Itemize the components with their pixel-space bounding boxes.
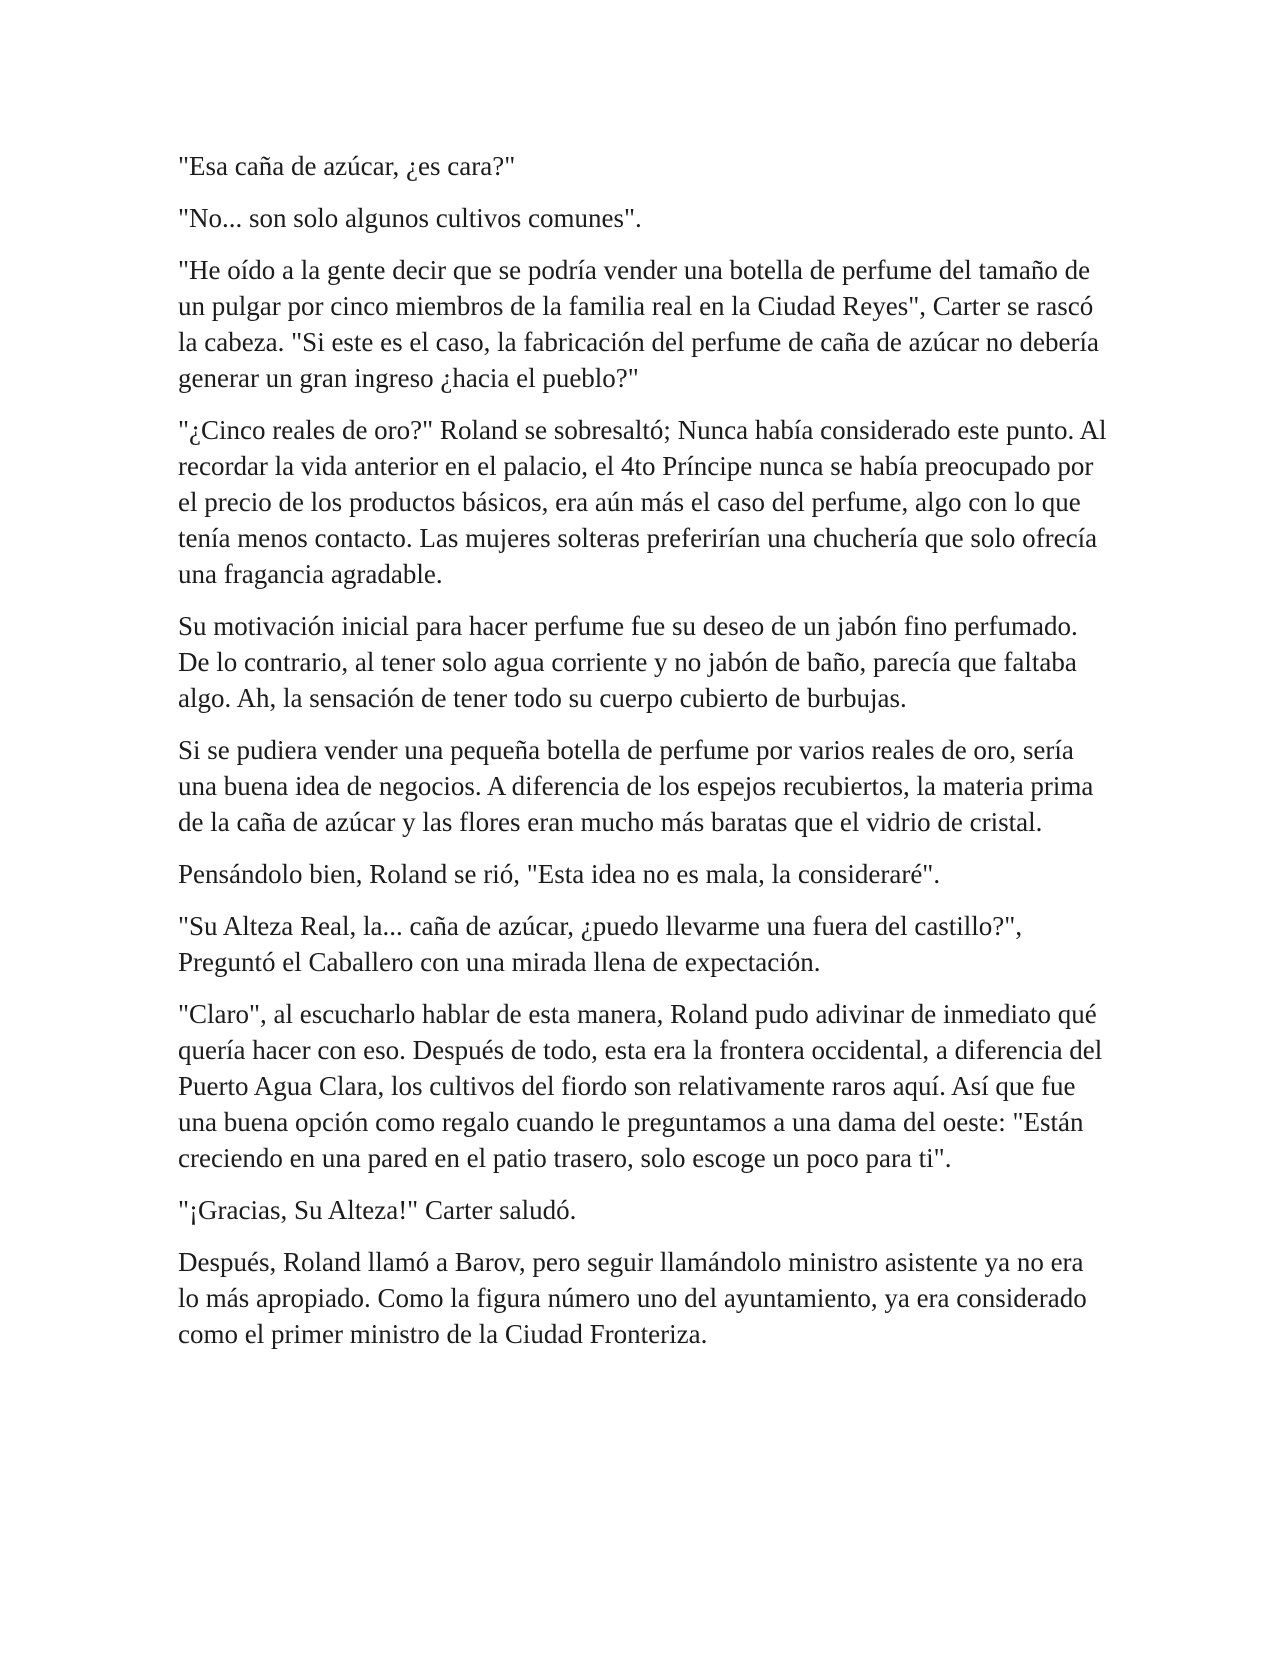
paragraph: "Claro", al escucharlo hablar de esta manera, Roland pudo adivinar de inmediato qué quería hacer con eso. Después de todo, esta era la frontera occidental, a diferencia del Puerto Agua Clara, los cultivos del fiordo son relativamente raros aquí. Así que fue una buena opción como regalo cuando le preguntamos a una dama del oeste: "Están creciendo en una pared en el patio trasero, solo escoge un poco para ti".	[178, 999, 1103, 1173]
paragraph: "He oído a la gente decir que se podría vender una botella de perfume del tamaño de un pulgar por cinco miembros de la familia real en la Ciudad Reyes", Carter se rascó la cabeza. "Si este es el caso, la fabricación del perfume de caña de azúcar no debería generar un gran ingreso ¿hacia el pueblo?"	[178, 255, 1100, 393]
paragraph: "¡Gracias, Su Alteza!" Carter saludó.	[178, 1195, 577, 1225]
paragraph: Pensándolo bien, Roland se rió, "Esta idea no es mala, la consideraré".	[178, 859, 941, 889]
paragraph: Si se pudiera vender una pequeña botella de perfume por varios reales de oro, sería una buena idea de negocios. A diferencia de los espejos recubiertos, la materia prima de la caña de azúcar y las flores eran mucho más baratas que el vidrio de cristal.	[178, 735, 1094, 837]
paragraph: Después, Roland llamó a Barov, pero seguir llamándolo ministro asistente ya no era lo más apropiado. Como la figura número uno del ayuntamiento, ya era considerado como el primer ministro de la Ciudad Fronteriza.	[178, 1247, 1087, 1349]
paragraph: Su motivación inicial para hacer perfume fue su deseo de un jabón fino perfumado. De lo contrario, al tener solo agua corriente y no jabón de baño, parecía que faltaba algo. Ah, la sensación de tener todo su cuerpo cubierto de burbujas.	[178, 611, 1078, 713]
document-body	[178, 148, 1108, 1368]
paragraph: "No... son solo algunos cultivos comunes".	[178, 203, 642, 233]
paragraph: "¿Cinco reales de oro?" Roland se sobresaltó; Nunca había considerado este punto. Al recordar la vida anterior en el palacio, el 4to Príncipe nunca se había preocupado por el precio de los productos básicos, era aún más el caso del perfume, algo con lo que tenía menos contacto. Las mujeres solteras preferirían una chuchería que solo ofrecía una fragancia agradable.	[178, 415, 1107, 589]
paragraph: "Su Alteza Real, la... caña de azúcar, ¿puedo llevarme una fuera del castillo?", Preguntó el Caballero con una mirada llena de expectación.	[178, 911, 1023, 977]
paragraph: "Esa caña de azúcar, ¿es cara?"	[178, 151, 516, 181]
